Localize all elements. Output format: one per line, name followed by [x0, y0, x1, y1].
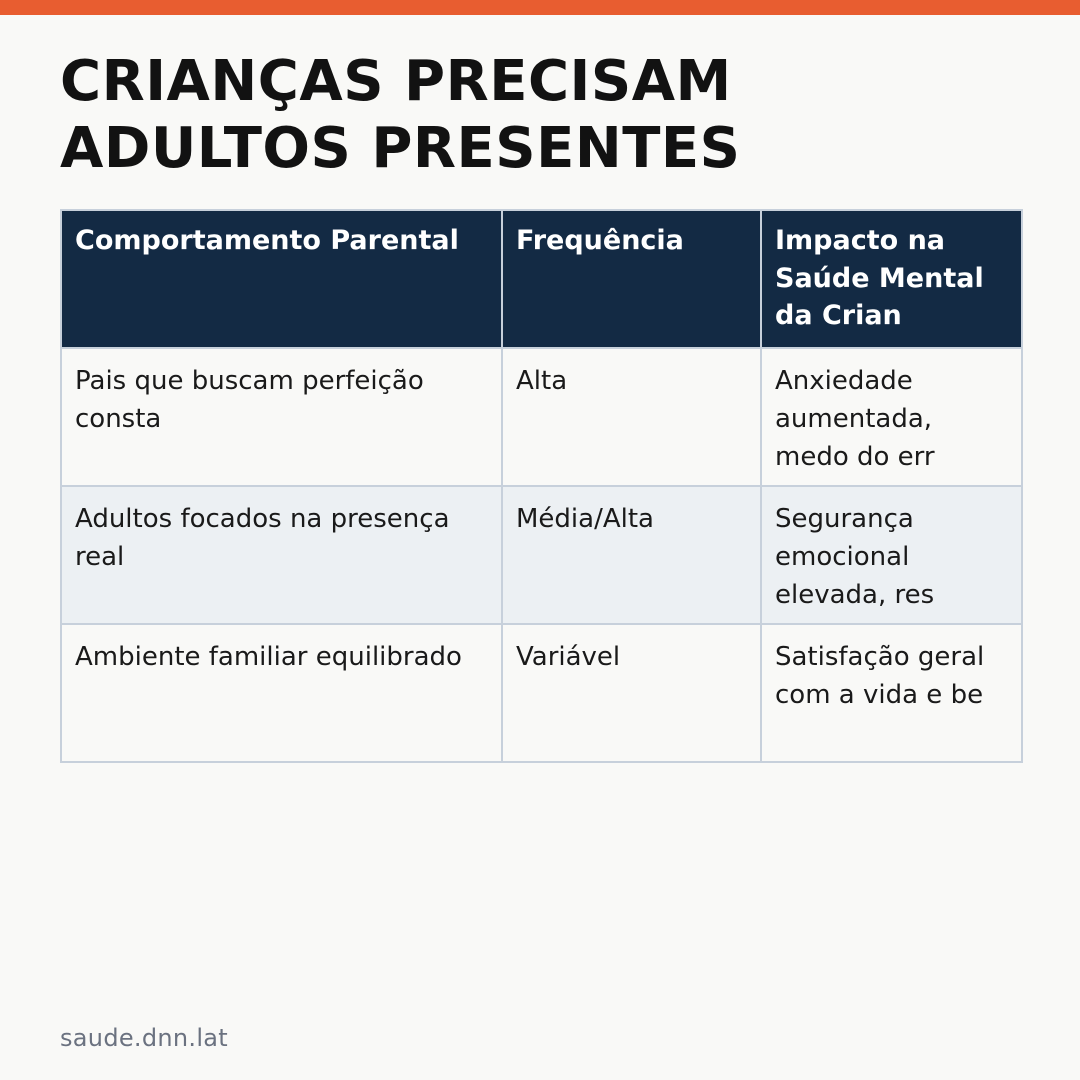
- cell-frequencia: Alta: [502, 348, 761, 486]
- page-title: [60, 48, 741, 182]
- cell-frequencia: Variável: [502, 624, 761, 762]
- cell-comportamento: Pais que buscam perfeição consta: [61, 348, 502, 486]
- table-header-row: [61, 210, 1022, 348]
- table-row: [61, 348, 1022, 486]
- column-header-frequencia: Frequência: [502, 210, 761, 348]
- page-title-line-2: ADULTOS PRESENTES: [60, 116, 741, 181]
- table-row: [61, 624, 1022, 762]
- cell-impacto: Anxiedade aumentada, medo do err: [761, 348, 1022, 486]
- data-table: [60, 209, 1023, 763]
- accent-bar: [0, 0, 1080, 15]
- cell-frequencia: Média/Alta: [502, 486, 761, 624]
- column-header-impacto: Impacto na Saúde Mental da Crian: [761, 210, 1022, 348]
- cell-comportamento: Ambiente familiar equilibrado: [61, 624, 502, 762]
- table-row: [61, 486, 1022, 624]
- column-header-comportamento: Comportamento Parental: [61, 210, 502, 348]
- page-title-line-1: CRIANÇAS PRECISAM: [60, 49, 732, 114]
- cell-impacto: Segurança emocional elevada, res: [761, 486, 1022, 624]
- cell-comportamento: Adultos focados na presença real: [61, 486, 502, 624]
- source-footer: saude.dnn.lat: [60, 1024, 229, 1052]
- cell-impacto: Satisfação geral com a vida e be: [761, 624, 1022, 762]
